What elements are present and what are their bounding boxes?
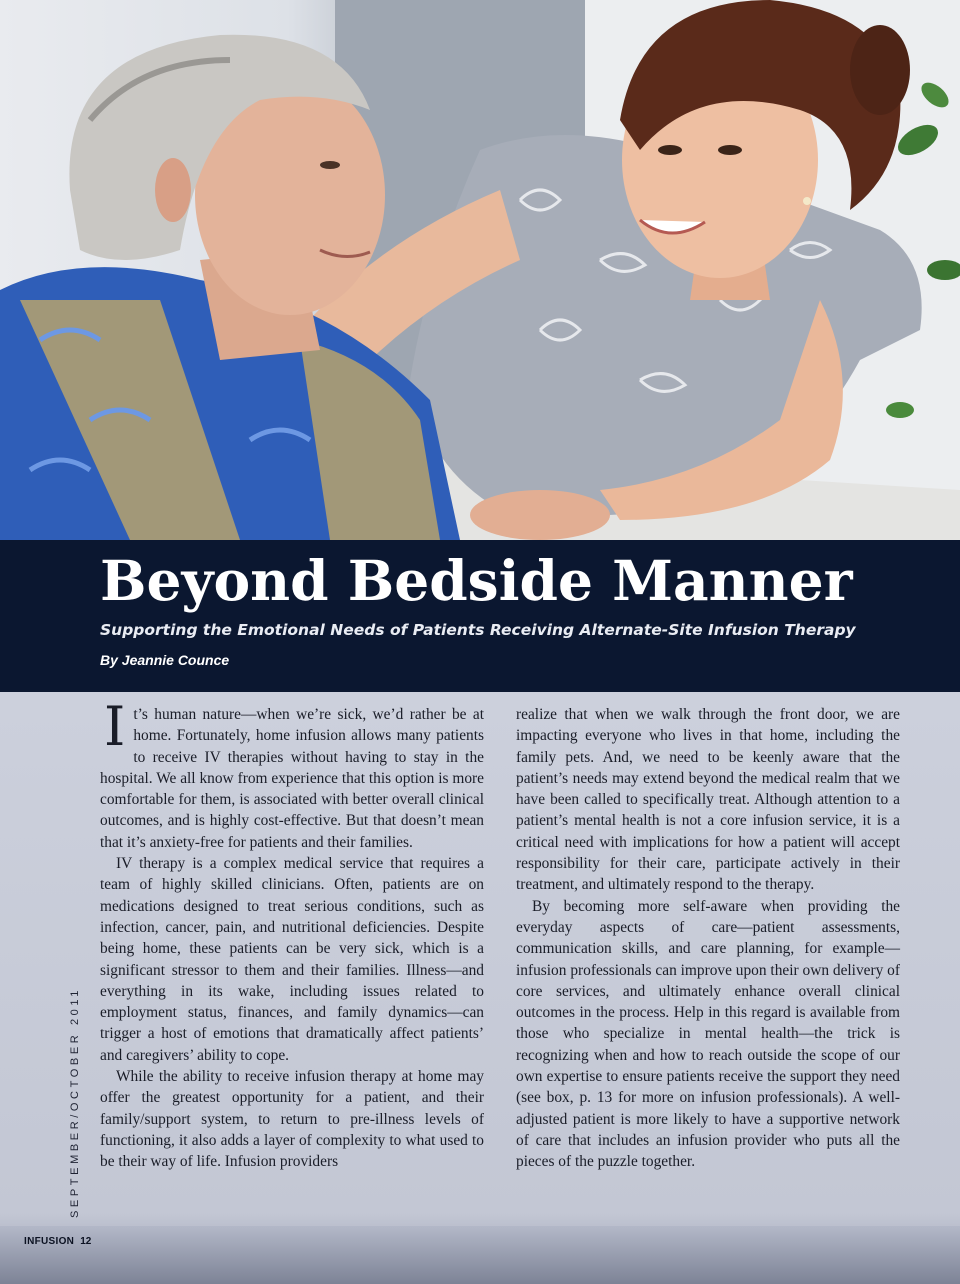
- photo-elderly-patient-and-caregiver-icon: [0, 0, 960, 540]
- magazine-name: INFUSION: [24, 1236, 75, 1247]
- hero-photo: [0, 0, 960, 540]
- article-column-right: [516, 704, 900, 1173]
- paragraph-text: t’s human nature—when we’re sick, we’d rather be at home. Fortunately, home infusion allows many patients to receive IV therapies without having to stay in the hospital. We all know from experience that this option is more comfortable for them, is associated with better overall clinical outcomes, and is highly cost-effective. But that doesn’t mean that it’s anxiety-free for patients and their families.: [100, 706, 484, 851]
- page-footer: [0, 1226, 960, 1284]
- page-number: 12: [80, 1236, 92, 1247]
- drop-cap: I: [104, 695, 126, 758]
- paragraph: IV therapy is a complex medical service that requires a team of highly skilled clinicians. Often, patients are on medications designed to treat serious conditions, such as infection, cancer, pain, and nutritional deficiencies. Despite being home, these patients can be very sick, which is a significant stressor to them and their families. Illness—and everything in its wake, including issues related to employment status, finances, and family dynamics—can trigger a host of emotions that dramatically affect patients’ and caregivers’ ability to cope.: [100, 855, 484, 1064]
- article-subtitle: Supporting the Emotional Needs of Patients Receiving Alternate-Site Infusion Therapy: [100, 621, 856, 639]
- article-byline: By Jeannie Counce: [100, 652, 230, 668]
- paragraph: By becoming more self-aware when providing the everyday aspects of care—patient assessments, communication skills, and care planning, for example—infusion professionals can improve upon their own delivery of core services, and ultimately enhance overall clinical outcomes in the process. Help in this regard is available from those who specialize in mental health—the trick is recognizing when and how to reach outside the scope of our own expertise to ensure patients receive the support they need (see box, p. 13 for more on infusion professionals). A well-adjusted patient is more likely to have a supportive network of care that includes an infusion provider who puts all the pieces of the puzzle together.: [516, 897, 900, 1171]
- issue-date: SEPTEMBER/OCTOBER 2011: [69, 986, 81, 1218]
- article-column-left: [100, 695, 484, 1173]
- article-title: Beyond Bedside Manner: [100, 548, 853, 613]
- paragraph: While the ability to receive infusion therapy at home may offer the greatest opportunity for a patient, and their family/support system, to return to pre-illness levels of functioning, it also adds a layer of complexity to what used to be their way of life. Infusion providers: [100, 1068, 484, 1171]
- paragraph: realize that when we walk through the front door, we are impacting everyone who lives in that home, including the family pets. And, we need to be keenly aware that the patient’s needs may extend beyond the medical realm that we have been called to specifically treat. Although attention to a patient’s mental health is not a core infusion service, it is a critical need with implications for how a patient will accept responsibility for their care, participate actively in their treatment, and ultimately respond to the therapy.: [516, 706, 900, 894]
- paragraph: [100, 695, 484, 853]
- page-folio: [24, 1236, 91, 1247]
